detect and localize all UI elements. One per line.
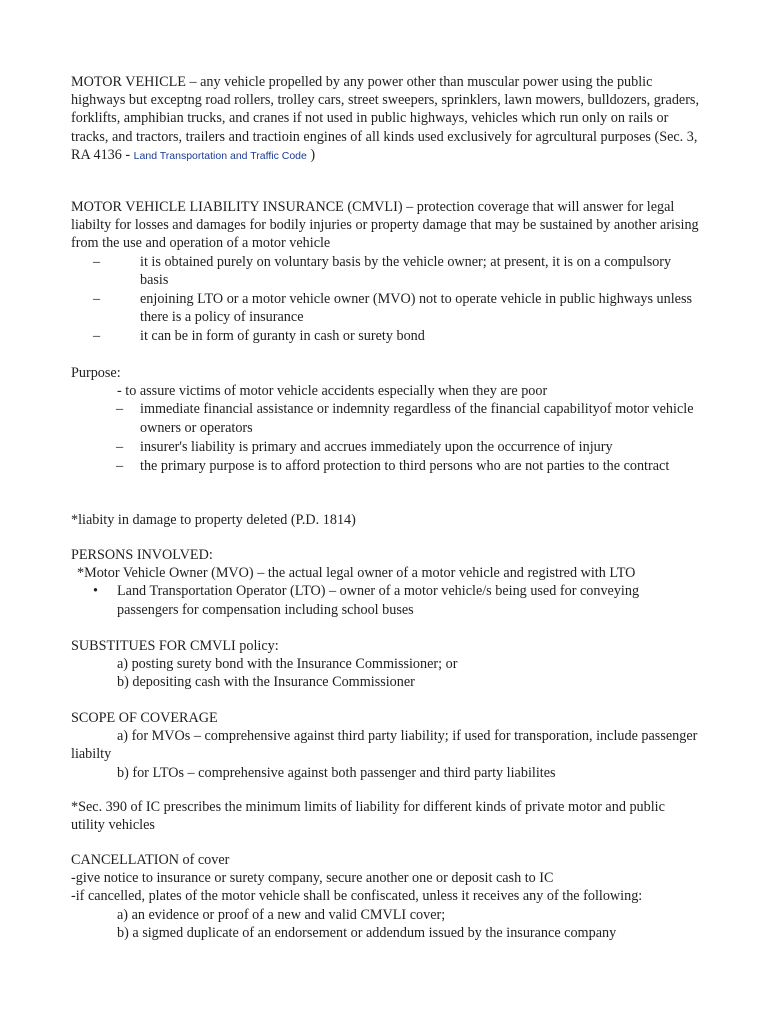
- mvo-definition: *Motor Vehicle Owner (MVO) – the actual legal owner of a motor vehicle and registred with LTO: [77, 565, 636, 582]
- dash-marker: –: [116, 401, 124, 418]
- substitutes-section: [71, 637, 701, 692]
- dash-marker: –: [116, 458, 124, 475]
- purpose-section: [71, 364, 701, 475]
- cmvli-section: [71, 198, 701, 346]
- cancellation-section: [71, 851, 701, 942]
- purpose-list: [71, 400, 701, 475]
- purpose-intro: - to assure victims of motor vehicle accidents especially when they are poor: [117, 383, 548, 400]
- cmvli-list: [71, 253, 701, 346]
- scope-b: b) for LTOs – comprehensive against both passenger and third party liabilites: [117, 764, 556, 781]
- list-item: – insurer's liability is primary and accrues immediately upon the occurrence of injury: [116, 438, 613, 455]
- list-item: – it can be in form of guranty in cash or surety bond: [93, 328, 425, 345]
- land-transportation-code-link[interactable]: Land Transportation and Traffic Code: [133, 149, 307, 162]
- substitute-a: a) posting surety bond with the Insurance Commissioner; or: [117, 656, 458, 673]
- sec390-note: *Sec. 390 of IC prescribes the minimum limits of liability for different kinds of private motor and public utility vehicles: [71, 799, 665, 834]
- dash-marker: –: [116, 438, 124, 455]
- substitutes-heading: SUBSTITUES FOR CMVLI policy:: [71, 638, 279, 654]
- liability-note: *liabity in damage to property deleted (P.D. 1814): [71, 512, 356, 528]
- motor-vehicle-text: MOTOR VEHICLE – any vehicle propelled by any power other than muscular power using the public highways but exceptng road rollers, trolley cars, street sweepers, sprinklers, lawn mowers, bulldozers, graders, forklifts, amphibian trucks, and cranes if not used in public highways, vehicles which run only on rails or tracks, and tractors, trailers and tractioin engines of all kinds used exclusively for agrcultural purposes (Sec. 3, RA 4136 -: [71, 74, 700, 163]
- list-item: – it is obtained purely on voluntary basis by the vehicle owner; at present, it is on a compulsory basis: [93, 253, 672, 288]
- cancellation-heading: CANCELLATION of cover: [71, 852, 230, 868]
- cancellation-b: b) a sigmed duplicate of an endorsement or addendum issued by the insurance company: [117, 924, 617, 941]
- list-item: – the primary purpose is to afford protection to third persons who are not parties to the contract: [116, 458, 670, 475]
- dash-marker: –: [93, 328, 101, 345]
- list-item: • Land Transportation Operator (LTO) – owner of a motor vehicle/s being used for conveying passengers for compensation including school buses: [93, 583, 640, 618]
- persons-section: [71, 546, 701, 619]
- scope-a: a) for MVOs – comprehensive against third party liability; if used for transporation, include passenger liabilty: [71, 728, 698, 763]
- cmvli-definition: MOTOR VEHICLE LIABILITY INSURANCE (CMVLI) – protection coverage that will answer for legal liabilty for losses and damages for bodily injuries or property damage that may be sustained by another arising from the use and operation of a motor vehicle: [71, 199, 699, 252]
- bullet-marker: •: [93, 583, 98, 600]
- cancellation-a: a) an evidence or proof of a new and valid CMVLI cover;: [117, 906, 446, 923]
- dash-marker: –: [93, 253, 101, 270]
- scope-heading: SCOPE OF COVERAGE: [71, 710, 218, 726]
- dash-marker: –: [93, 291, 101, 308]
- persons-list: [71, 582, 701, 618]
- cancellation-line1: -give notice to insurance or surety company, secure another one or deposit cash to IC: [71, 870, 554, 887]
- list-item: – immediate financial assistance or indemnity regardless of the financial capabilityof motor vehicle owners or operators: [116, 401, 694, 436]
- persons-heading: PERSONS INVOLVED:: [71, 547, 213, 563]
- closing-paren: ): [306, 146, 316, 163]
- substitute-b: b) depositing cash with the Insurance Commissioner: [117, 674, 415, 691]
- list-item: – enjoining LTO or a motor vehicle owner (MVO) not to operate vehicle in public highways unless there is a policy of insurance: [93, 291, 693, 326]
- scope-section: [71, 709, 701, 782]
- cancellation-line2: -if cancelled, plates of the motor vehicle shall be confiscated, unless it receives any of the following:: [71, 888, 643, 905]
- purpose-heading: Purpose:: [71, 365, 121, 381]
- motor-vehicle-definition: [71, 73, 701, 165]
